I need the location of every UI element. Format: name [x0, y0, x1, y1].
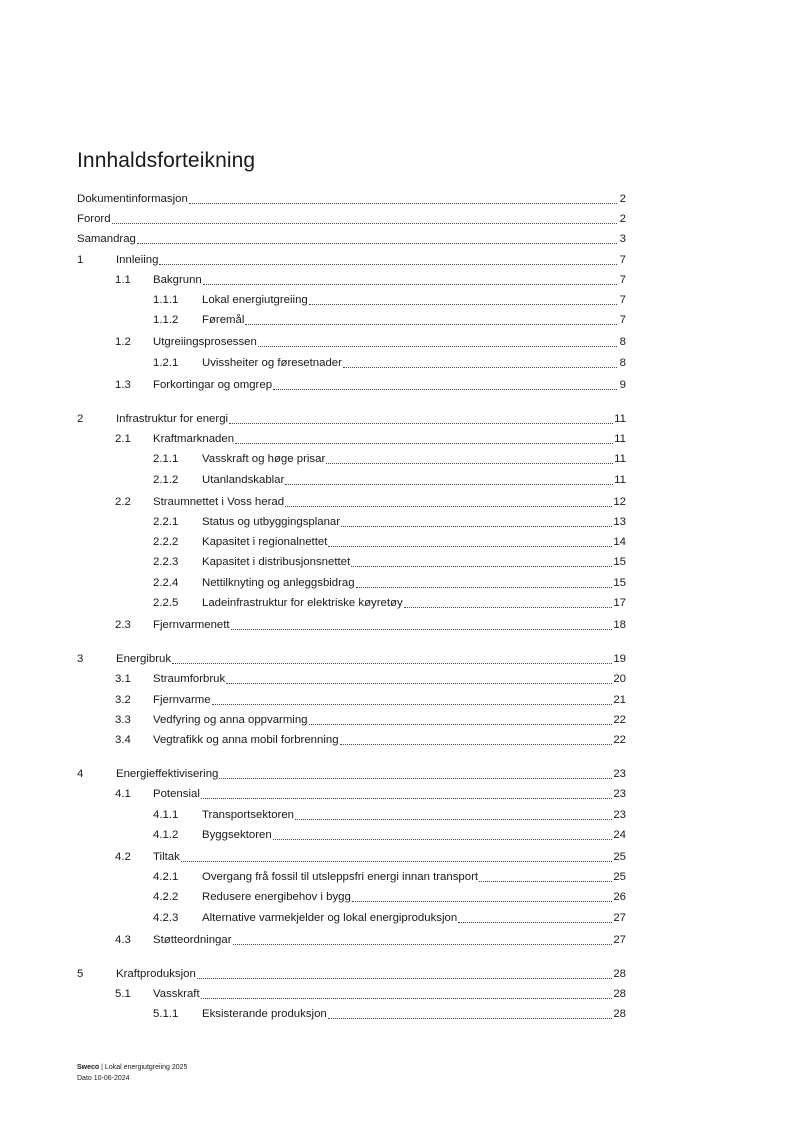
toc-entry-page: 11: [614, 433, 626, 446]
toc-entry[interactable]: [77, 868, 626, 886]
toc-entry[interactable]: [77, 210, 626, 228]
footer-brand: Sweco: [77, 1064, 100, 1071]
toc-entry[interactable]: [77, 711, 626, 729]
toc-entry-number: 1.2.1: [153, 356, 179, 369]
toc-entry-number: 4.2.1: [153, 871, 179, 884]
toc-entry[interactable]: [77, 251, 626, 269]
toc-entry-title: Uvissheiter og føresetnader: [202, 356, 342, 369]
toc-dot-leader: [352, 900, 613, 902]
toc-entry-number: 4.1.2: [153, 828, 179, 841]
toc-entry[interactable]: [77, 616, 626, 634]
toc-entry[interactable]: [77, 533, 626, 551]
toc-entry-number: 2: [77, 413, 84, 425]
toc-entry[interactable]: [77, 471, 626, 489]
toc-dot-leader: [479, 880, 612, 882]
toc-entry-page: 23: [613, 788, 626, 801]
toc-dot-leader: [181, 860, 613, 862]
toc-entry[interactable]: [77, 410, 626, 428]
toc-entry-title: Fjernvarmenett: [153, 619, 230, 631]
toc-entry-title: Infrastruktur for energi: [116, 413, 229, 425]
toc-entry[interactable]: [77, 430, 626, 448]
toc-entry-number: 2.2.1: [153, 516, 179, 528]
toc-entry-page: 11: [614, 413, 626, 425]
toc-entry-title: Utgreiingsprosessen: [153, 336, 257, 349]
toc-dot-leader: [203, 283, 617, 285]
toc-entry-title: Bakgrunn: [153, 273, 202, 286]
toc-entry-title: Nettilknyting og anleggsbidrag: [202, 576, 355, 589]
toc-entry-page: 13: [613, 516, 626, 528]
toc-dot-leader: [197, 977, 613, 979]
toc-entry[interactable]: [77, 553, 626, 571]
toc-dot-leader: [219, 777, 612, 779]
toc-entry-title: Tiltak: [153, 851, 180, 863]
toc-entry-page: 26: [613, 891, 626, 904]
toc-entry-number: 1.2: [115, 336, 131, 349]
toc-entry-page: 2: [619, 213, 626, 226]
toc-entry[interactable]: [77, 594, 626, 612]
toc-entry[interactable]: [77, 1005, 626, 1023]
toc-entry-title: Kraftmarknaden: [153, 433, 235, 446]
toc-entry-title: Støtteordningar: [153, 933, 232, 946]
toc-entry-title: Ladeinfrastruktur for elektriske køyretøy: [202, 596, 403, 609]
toc-dot-leader: [351, 565, 612, 567]
footer-doc-title: Lokal energiutgreiing 2025: [104, 1064, 188, 1071]
toc-entry-number: 2.1.2: [153, 473, 179, 486]
toc-entry-title: Kapasitet i distribusjonsnettet: [202, 556, 351, 569]
toc-dot-leader: [233, 943, 613, 945]
toc-entry-title: Energibruk: [116, 653, 172, 666]
toc-dot-leader: [309, 723, 613, 725]
toc-entry-number: 4.2.2: [153, 891, 179, 904]
toc-dot-leader: [328, 545, 612, 547]
toc-entry-number: 2.1: [115, 433, 131, 446]
toc-dot-leader: [258, 345, 617, 347]
toc-entry-page: 9: [619, 378, 626, 391]
toc-entry-title: Straumnettet i Voss herad: [153, 495, 285, 508]
toc-dot-leader: [273, 388, 617, 390]
toc-entry-number: 1.3: [115, 378, 131, 391]
toc-entry-page: 14: [613, 536, 626, 549]
toc-entry-page: 23: [613, 768, 626, 781]
toc-dot-leader: [201, 797, 612, 799]
toc-dot-leader: [285, 483, 613, 485]
toc-entry-number: 2.1.1: [153, 453, 179, 466]
toc-entry-page: 11: [614, 473, 626, 486]
toc-entry-page: 28: [613, 988, 626, 1001]
toc-entry-title: Alternative varmekjelder og lokal energiproduksjon: [202, 911, 458, 924]
toc-dot-leader: [273, 838, 613, 840]
toc-entry-page: 7: [619, 294, 626, 306]
toc-entry-number: 2.2.5: [153, 596, 179, 609]
toc-entry-number: 2.2.3: [153, 556, 179, 569]
toc-entry-title: Potensial: [153, 788, 200, 801]
toc-entry-number: 1.1.1: [153, 294, 179, 306]
footer-line-1: [77, 1062, 187, 1073]
toc-entry[interactable]: [77, 888, 626, 906]
toc-dot-leader: [285, 505, 612, 507]
toc-entry-page: 11: [614, 453, 626, 466]
toc-dot-leader: [201, 997, 613, 999]
toc-entry-number: 2.2.4: [153, 576, 179, 589]
toc-entry-number: 5.1: [115, 988, 131, 1001]
toc-dot-leader: [341, 525, 612, 527]
toc-entry-number: 2.2: [115, 495, 131, 508]
toc-entry-title: Transportsektoren: [202, 808, 295, 821]
toc-entry-page: 28: [613, 1008, 626, 1021]
toc-entry-page: 7: [619, 314, 626, 327]
toc-entry-page: 17: [613, 596, 626, 609]
toc-entry-title: Samandrag: [77, 233, 136, 246]
toc-entry-title: Innleiing: [116, 253, 159, 266]
toc-entry-title: Vedfyring og anna oppvarming: [153, 713, 308, 726]
toc-dot-leader: [458, 921, 612, 923]
toc-entry[interactable]: [77, 826, 626, 844]
toc-entry[interactable]: [77, 785, 626, 803]
toc-entry-page: 25: [613, 871, 626, 884]
toc-entry-number: 3.2: [115, 693, 131, 706]
toc-dot-leader: [112, 222, 617, 224]
toc-entry[interactable]: [77, 806, 626, 824]
toc-dot-leader: [404, 606, 613, 608]
toc-dot-leader: [226, 682, 612, 684]
toc-entry[interactable]: [77, 909, 626, 927]
toc-entry[interactable]: [77, 574, 626, 592]
toc-entry[interactable]: [77, 731, 626, 749]
toc-entry-page: 22: [613, 734, 626, 746]
toc-entry-page: 27: [613, 911, 626, 924]
toc-entry[interactable]: [77, 354, 626, 372]
toc-dot-leader: [189, 202, 617, 204]
toc-entry-title: Kraftproduksjon: [116, 968, 196, 980]
toc-dot-leader: [245, 323, 617, 325]
toc-entry-number: 3: [77, 653, 84, 666]
toc-dot-leader: [137, 242, 617, 244]
toc-entry-page: 3: [619, 233, 626, 246]
toc-dot-leader: [159, 263, 617, 265]
toc-dot-leader: [343, 366, 617, 368]
toc-dot-leader: [326, 462, 613, 464]
toc-entry-page: 8: [619, 336, 626, 349]
toc-entry-page: 27: [613, 933, 626, 946]
toc-entry-title: Eksisterande produksjon: [202, 1008, 327, 1021]
toc-entry-title: Vasskraft og høge prisar: [202, 453, 326, 466]
toc-entry-title: Kapasitet i regionalnettet: [202, 536, 328, 549]
toc-entry[interactable]: [77, 450, 626, 468]
footer-separator: |: [101, 1064, 103, 1071]
toc-entry[interactable]: [77, 190, 626, 208]
toc-entry[interactable]: [77, 965, 626, 983]
toc-entry-number: 2.3: [115, 619, 131, 631]
toc-entry-number: 3.3: [115, 713, 131, 726]
toc-entry-number: 4.3: [115, 933, 131, 946]
toc-dot-leader: [172, 662, 612, 664]
toc-entry[interactable]: [77, 271, 626, 289]
toc-entry-page: 18: [613, 619, 626, 631]
toc-entry[interactable]: [77, 513, 626, 531]
toc-dot-leader: [235, 442, 613, 444]
toc-entry-number: 4.2: [115, 851, 131, 863]
toc-entry-number: 5.1.1: [153, 1008, 179, 1021]
toc-entry-title: Redusere energibehov i bygg: [202, 891, 351, 904]
toc-entry-title: Lokal energiutgreiing: [202, 294, 308, 306]
toc-entry-title: Utanlandskablar: [202, 473, 285, 486]
toc-entry-number: 4.1: [115, 788, 131, 801]
toc-entry[interactable]: [77, 985, 626, 1003]
toc-entry[interactable]: [77, 311, 626, 329]
toc-entry-page: 25: [613, 851, 626, 863]
toc-entry[interactable]: [77, 931, 626, 949]
toc-entry-page: 28: [613, 968, 626, 980]
toc-entry-title: Dokumentinformasjon: [77, 193, 188, 205]
page-footer: [77, 1062, 187, 1084]
footer-date: Dato 10-06-2024: [77, 1075, 130, 1082]
toc-entry-title: Byggsektoren: [202, 828, 272, 841]
toc-dot-leader: [229, 422, 613, 424]
toc-entry-page: 7: [619, 273, 626, 286]
toc-entry-page: 22: [613, 713, 626, 726]
toc-entry[interactable]: [77, 848, 626, 866]
toc-entry-title: Forkortingar og omgrep: [153, 378, 273, 391]
toc-dot-leader: [340, 743, 613, 745]
toc-entry-page: 23: [613, 808, 626, 821]
toc-entry-page: 12: [613, 495, 626, 508]
toc-dot-leader: [212, 703, 613, 705]
toc-dot-leader: [295, 818, 612, 820]
toc-dot-leader: [328, 1017, 613, 1019]
toc-entry-title: Forord: [77, 213, 111, 226]
toc-entry-title: Vegtrafikk og anna mobil forbrenning: [153, 734, 339, 746]
toc-dot-leader: [231, 628, 613, 630]
toc-entry[interactable]: [77, 333, 626, 351]
toc-entry-page: 15: [613, 576, 626, 589]
toc-entry[interactable]: [77, 765, 626, 783]
toc-entry-number: 3.4: [115, 734, 131, 746]
toc-entry-title: Status og utbyggingsplanar: [202, 516, 341, 528]
toc-entry-number: 4: [77, 768, 84, 781]
toc-entry-page: 8: [619, 356, 626, 369]
toc-entry-title: Fjernvarme: [153, 693, 211, 706]
toc-entry-number: 1.1: [115, 273, 131, 286]
toc-entry-title: Overgang frå fossil til utsleppsfri energi innan transport: [202, 871, 479, 884]
toc-dot-leader: [356, 586, 613, 588]
toc-entry-title: Føremål: [202, 314, 245, 327]
toc-entry[interactable]: [77, 291, 626, 309]
toc-entry-number: 4.1.1: [153, 808, 179, 821]
toc-entry-number: 1.1.2: [153, 314, 179, 327]
toc-entry[interactable]: [77, 691, 626, 709]
toc-entry[interactable]: [77, 376, 626, 394]
toc-entry[interactable]: [77, 670, 626, 688]
toc-entry-title: Vasskraft: [153, 988, 200, 1001]
toc-entry-number: 2.2.2: [153, 536, 179, 549]
toc-entry-number: 5: [77, 968, 84, 980]
toc-entry-page: 24: [613, 828, 626, 841]
toc-entry-number: 4.2.3: [153, 911, 179, 924]
toc-entry-page: 15: [613, 556, 626, 569]
toc-entry-number: 3.1: [115, 673, 131, 686]
toc-dot-leader: [309, 303, 617, 305]
page-title: Innhaldsforteikning: [77, 149, 256, 172]
toc-entry-page: 21: [613, 693, 626, 706]
toc-entry-page: 2: [619, 193, 626, 205]
toc-entry-title: Straumforbruk: [153, 673, 226, 686]
toc-entry-page: 19: [613, 653, 626, 666]
toc-entry[interactable]: [77, 650, 626, 668]
toc-entry-page: 7: [619, 253, 626, 266]
toc-entry[interactable]: [77, 230, 626, 248]
toc-entry[interactable]: [77, 493, 626, 511]
toc-entry-title: Energieffektivisering: [116, 768, 219, 781]
toc-entry-number: 1: [77, 253, 84, 266]
toc-entry-page: 20: [613, 673, 626, 686]
